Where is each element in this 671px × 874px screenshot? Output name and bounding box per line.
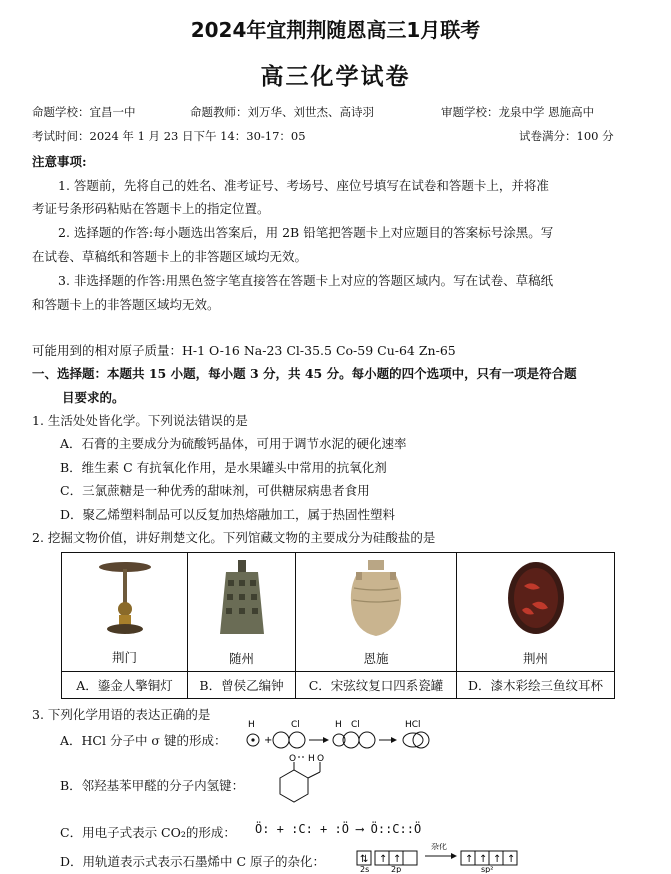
hcl-sigma-bond-diagram xyxy=(245,718,435,754)
q3-stem: 3. 下列化学用语的表达正确的是 xyxy=(32,707,211,722)
relic-place-c: 恩施 xyxy=(363,650,389,666)
info-teachers: 命题教师：刘万华、刘世杰、高诗羽 xyxy=(190,105,374,119)
q3-option-c: C．用电子式表示 CO₂的形成： xyxy=(60,825,236,840)
porcelain-jar-image xyxy=(344,558,408,638)
q2-relics-table xyxy=(61,552,615,699)
notice-item-2a: 2. 选择题的作答:每小题选出答案后，用 2B 铅笔把答题卡上对应题目的答案标号涂黑。写 xyxy=(58,225,554,240)
notice-item-3b: 和答题卡上的非答题区域均无效。 xyxy=(32,297,220,312)
label-h: H xyxy=(248,720,255,730)
relic-place-a: 荆门 xyxy=(111,649,137,665)
relic-cell-b xyxy=(188,553,296,672)
label-o-2: O xyxy=(317,754,325,764)
q3-option-d: D．用轨道表示式表示石墨烯中 C 原子的杂化： xyxy=(60,854,326,869)
svg-text:+: + xyxy=(264,735,273,746)
relic-option-a: A．鎏金人擎铜灯 xyxy=(62,672,188,699)
q1-option-d: D．聚乙烯塑料制品可以反复加热熔融加工，属于热固性塑料 xyxy=(60,507,396,522)
relic-place-b: 随州 xyxy=(228,650,254,666)
info-time: 考试时间：2024 年 1 月 23 日下午 14：30-17：05 xyxy=(32,129,306,143)
svg-text:↑: ↑ xyxy=(379,854,388,865)
relic-option-c: C．宋弦纹复口四系瓷罐 xyxy=(296,672,457,699)
notice-heading: 注意事项: xyxy=(32,154,87,169)
relic-option-b: B．曾侯乙编钟 xyxy=(188,672,296,699)
relic-cell-a xyxy=(62,553,188,672)
label-sp2: sp² xyxy=(481,865,494,873)
co2-right: Ö::C::Ö xyxy=(370,822,422,836)
label-2p: 2p xyxy=(391,865,402,873)
bronze-lamp-image xyxy=(95,559,155,637)
label-cl-2: Cl xyxy=(351,720,360,730)
co2-left: Ö: + :C: + :Ö xyxy=(255,822,349,836)
svg-text:↑: ↑ xyxy=(493,854,502,865)
q1-option-c: C．三氯蔗糖是一种优秀的甜味剂，可供糖尿病患者食用 xyxy=(60,483,370,498)
svg-text:⇅: ⇅ xyxy=(360,854,369,865)
q2-stem: 2. 挖掘文物价值，讲好荆楚文化。下列馆藏文物的主要成分为硅酸盐的是 xyxy=(32,530,436,545)
label-2s: 2s xyxy=(360,865,370,873)
q1-option-b: B．维生素 C 有抗氧化作用，是水果罐头中常用的抗氧化剂 xyxy=(60,460,387,475)
info-score: 试卷满分：100 分 xyxy=(519,129,614,143)
relic-cell-c xyxy=(296,553,457,672)
q3-option-a: A．HCl 分子中 σ 键的形成： xyxy=(60,733,227,748)
co2-arrow: ⟶ xyxy=(356,822,364,836)
notice-item-2b: 在试卷、草稿纸和答题卡上的非答题区域均无效。 xyxy=(32,249,308,264)
notice-item-3a: 3. 非选择题的作答:用黑色签字笔直接答在答题卡上对应的答题区域内。写在试卷、草稿纸 xyxy=(58,273,554,288)
notice-item-1b: 考证号条形码粘贴在答题卡上的指定位置。 xyxy=(32,201,270,216)
svg-text:↑: ↑ xyxy=(507,854,516,865)
label-h-2: H xyxy=(335,720,342,730)
orbital-diagram xyxy=(355,843,531,873)
exam-title: 2024年宜荆荆随恩高三1月联考 xyxy=(190,18,481,42)
q1-option-a: A．石膏的主要成分为硫酸钙晶体，可用于调节水泥的硬化速率 xyxy=(60,436,407,451)
notice-item-1a: 1. 答题前，先将自己的姓名、准考证号、考场号、座位号填写在试卷和答题卡上，并将准 xyxy=(58,178,549,193)
svg-text:↑: ↑ xyxy=(465,854,474,865)
label-hcl: HCl xyxy=(405,720,421,730)
q1-stem: 1. 生活处处皆化学。下列说法错误的是 xyxy=(32,413,248,428)
relic-cell-d xyxy=(457,553,615,672)
info-review: 审题学校：龙泉中学 恩施高中 xyxy=(441,105,595,119)
lacquer-cup-image xyxy=(502,558,570,638)
relic-place-d: 荆州 xyxy=(522,650,548,666)
bronze-bell-image xyxy=(216,558,268,638)
label-cl: Cl xyxy=(291,720,300,730)
co2-electron-formula xyxy=(255,822,421,836)
subject-title: 高三化学试卷 xyxy=(260,64,411,90)
label-o: O xyxy=(289,754,297,764)
info-school: 命题学校：宜昌一中 xyxy=(32,105,136,119)
svg-text:↑: ↑ xyxy=(479,854,488,865)
relic-option-d: D．漆木彩绘三鱼纹耳杯 xyxy=(457,672,615,699)
label-hybridization: 杂化 xyxy=(431,843,447,851)
label-h-bond: H xyxy=(308,754,315,764)
section1-heading: 一、选择题：本题共 15 小题，每小题 3 分，共 45 分。每小题的四个选项中，只有一项是符合题 xyxy=(32,366,577,381)
section1-heading-cont: 目要求的。 xyxy=(62,390,125,405)
atomic-masses: 可能用到的相对原子质量：H-1 O-16 Na-23 Cl-35.5 Co-59 Cu-64 Zn-65 xyxy=(32,343,456,358)
hydrogen-bond-structure xyxy=(262,752,332,808)
q3-option-b: B．邻羟基苯甲醛的分子内氢键： xyxy=(60,778,245,793)
svg-text:↑: ↑ xyxy=(393,854,402,865)
